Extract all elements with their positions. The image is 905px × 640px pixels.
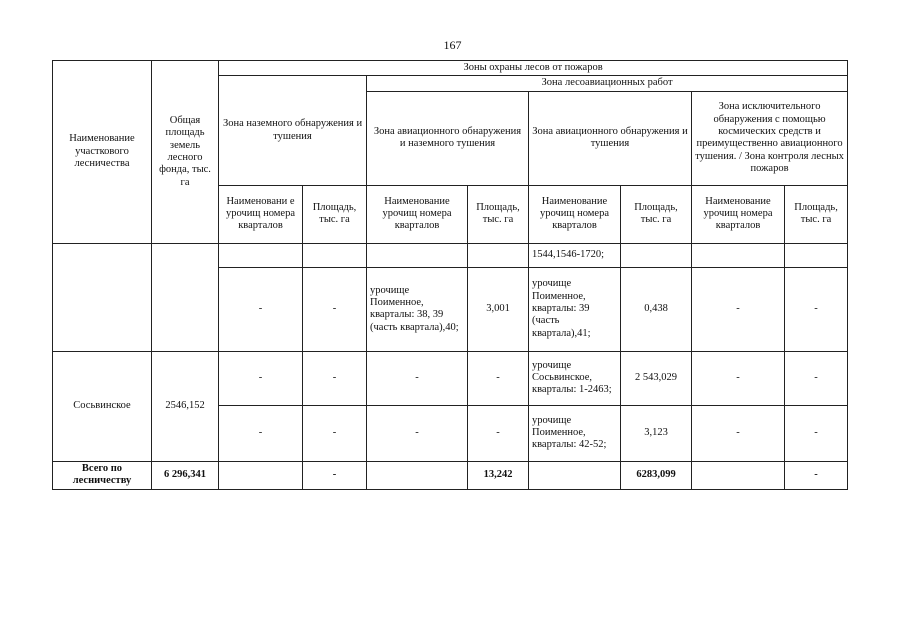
table-row-total — [53, 461, 848, 489]
header-fire-zones: Зоны охраны лесов от пожаров — [219, 61, 848, 76]
forest-fire-zones-table — [52, 60, 848, 490]
cell-total-space-area: - — [785, 461, 848, 489]
cell-forestry-area: 2546,152 — [152, 351, 219, 461]
subheader-air-names: Наименование урочищ номера кварталов — [529, 185, 621, 243]
cell-space-names: - — [692, 405, 785, 461]
cell-air-names: урочище Поименное, кварталы: 39 (часть квартала),41; — [529, 267, 621, 351]
cell-forestry-name: Сосьвинское — [53, 351, 152, 461]
cell-air-ground-names: - — [367, 405, 468, 461]
cell-air-ground-area: - — [468, 405, 529, 461]
header-zone-space: Зона исключительного обнаружения с помощью космических средств и преимущественно авиационного тушения. / Зона контроля лесных пожаров — [692, 91, 848, 185]
cell-air-names: 1544,1546-1720; — [529, 243, 621, 267]
subheader-ground-names: Наименовани е урочищ номера кварталов — [219, 185, 303, 243]
cell-space-names: - — [692, 351, 785, 405]
cell-ground-names: - — [219, 267, 303, 351]
cell-total-ground-area: - — [303, 461, 367, 489]
cell-total-air-area: 6283,099 — [621, 461, 692, 489]
subheader-air-ground-names: Наименование урочищ номера кварталов — [367, 185, 468, 243]
cell-area-empty — [152, 243, 219, 351]
table-row — [53, 243, 848, 267]
cell-air-area: 0,438 — [621, 267, 692, 351]
header-forestry-name: Наименование участкового лесничества — [53, 61, 152, 244]
cell-air-ground-names: - — [367, 351, 468, 405]
cell-air-ground-area: 3,001 — [468, 267, 529, 351]
header-zone-air-works: Зона лесоавиационных работ — [367, 76, 848, 91]
cell-air-names: урочище Поименное, кварталы: 42-52; — [529, 405, 621, 461]
cell-forestry-name-empty — [53, 243, 152, 351]
cell-air-ground-area: - — [468, 351, 529, 405]
cell-space-area: - — [785, 267, 848, 351]
table-row — [53, 351, 848, 405]
cell-total-area: 6 296,341 — [152, 461, 219, 489]
cell-ground-area: - — [303, 351, 367, 405]
subheader-space-names: Наименование урочищ номера кварталов — [692, 185, 785, 243]
cell-ground-area: - — [303, 267, 367, 351]
subheader-air-area: Площадь, тыс. га — [621, 185, 692, 243]
cell-ground-names: - — [219, 405, 303, 461]
cell-ground-area: - — [303, 405, 367, 461]
cell-space-area: - — [785, 405, 848, 461]
header-total-area: Общая площадь земель лесного фонда, тыс. га — [152, 61, 219, 244]
cell-air-area: 2 543,029 — [621, 351, 692, 405]
header-zone-air-ground: Зона авиационного обнаружения и наземного тушения — [367, 91, 529, 185]
cell-air-names: урочище Сосьвинское, кварталы: 1-2463; — [529, 351, 621, 405]
subheader-air-ground-area: Площадь, тыс. га — [468, 185, 529, 243]
cell-total-label: Всего по лесничеству — [53, 461, 152, 489]
subheader-ground-area: Площадь, тыс. га — [303, 185, 367, 243]
page-number: 167 — [443, 38, 462, 52]
subheader-space-area: Площадь, тыс. га — [785, 185, 848, 243]
header-zone-ground: Зона наземного обнаружения и тушения — [219, 76, 367, 185]
cell-total-air-ground-area: 13,242 — [468, 461, 529, 489]
cell-space-area: - — [785, 351, 848, 405]
cell-space-names: - — [692, 267, 785, 351]
cell-ground-names: - — [219, 351, 303, 405]
header-zone-air: Зона авиационного обнаружения и тушения — [529, 91, 692, 185]
cell-air-ground-names: урочище Поименное, кварталы: 38, 39 (часть квартала),40; — [367, 267, 468, 351]
cell-air-area: 3,123 — [621, 405, 692, 461]
